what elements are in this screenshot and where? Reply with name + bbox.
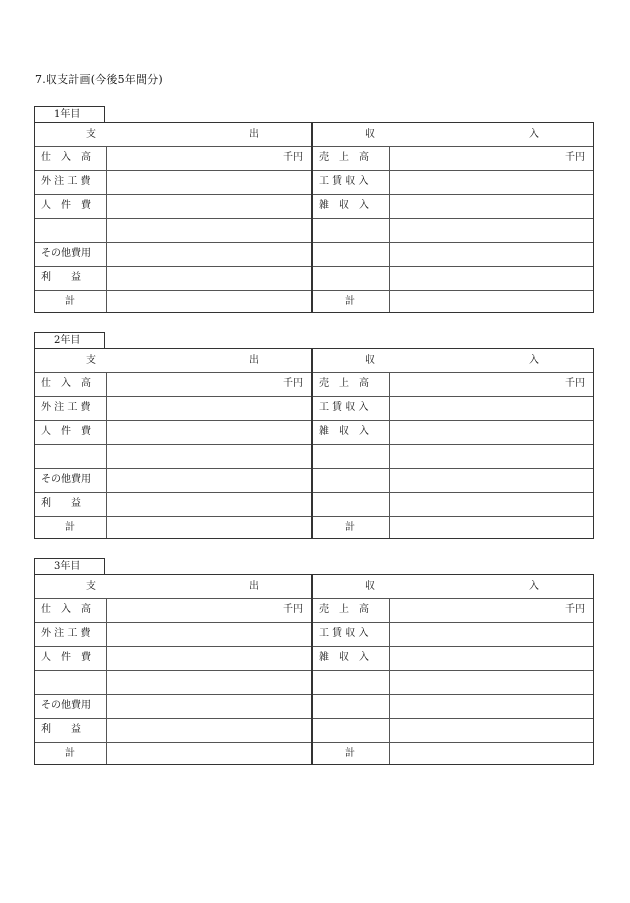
center-divider (311, 123, 313, 312)
expense-value-cell[interactable] (107, 695, 310, 717)
expense-row-label: 計 (65, 748, 75, 759)
income-value-cell[interactable] (390, 291, 592, 313)
expense-row-label: 外 注 工 費 (41, 176, 91, 187)
income-value-cell[interactable] (390, 743, 592, 765)
income-row-label: 雑 収 入 (319, 652, 369, 663)
expense-header-right: 出 (249, 581, 259, 592)
income-value-cell[interactable] (390, 397, 592, 419)
income-value-cell[interactable] (390, 647, 592, 669)
balance-grid (34, 348, 594, 539)
income-row-label: 雑 収 入 (319, 200, 369, 211)
income-units: 千円 (565, 152, 585, 163)
income-header-left: 収 (365, 581, 375, 592)
income-value-cell[interactable] (390, 493, 592, 515)
expense-value-cell[interactable] (107, 397, 310, 419)
income-value-cell[interactable] (390, 599, 592, 621)
expense-row-label: 利 益 (41, 498, 81, 509)
income-value-cell[interactable] (390, 147, 592, 169)
income-value-cell[interactable] (390, 373, 592, 395)
expense-header-left: 支 (86, 355, 96, 366)
income-row-label: 雑 収 入 (319, 426, 369, 437)
expense-value-cell[interactable] (107, 719, 310, 741)
income-header-left: 収 (365, 129, 375, 140)
expense-row-label: 外 注 工 費 (41, 402, 91, 413)
expense-row-label: 計 (65, 522, 75, 533)
income-row-label: 計 (345, 522, 355, 533)
income-units: 千円 (565, 378, 585, 389)
income-value-cell[interactable] (390, 243, 592, 265)
income-row-label: 売 上 高 (319, 604, 369, 615)
income-value-cell[interactable] (390, 671, 592, 693)
year-tab: 3年目 (34, 558, 105, 574)
expense-value-cell[interactable] (107, 291, 310, 313)
expense-units: 千円 (283, 152, 303, 163)
plan-table-year-3 (34, 558, 594, 766)
year-tab: 1年目 (34, 106, 105, 122)
expense-row-label: 外 注 工 費 (41, 628, 91, 639)
center-divider (311, 349, 313, 538)
income-value-cell[interactable] (390, 195, 592, 217)
income-value-cell[interactable] (390, 219, 592, 241)
expense-row-label: 利 益 (41, 272, 81, 283)
income-value-cell[interactable] (390, 469, 592, 491)
expense-row-label: その他費用 (41, 474, 91, 485)
expense-value-cell[interactable] (107, 219, 310, 241)
expense-header-left: 支 (86, 129, 96, 140)
expense-value-cell[interactable] (107, 267, 310, 289)
expense-row-label: その他費用 (41, 700, 91, 711)
income-value-cell[interactable] (390, 695, 592, 717)
expense-value-cell[interactable] (107, 671, 310, 693)
plan-table-year-1 (34, 106, 594, 314)
expense-row-label: 人 件 費 (41, 652, 91, 663)
expense-value-cell[interactable] (107, 493, 310, 515)
expense-value-cell[interactable] (107, 243, 310, 265)
expense-row-label: 仕 入 高 (41, 152, 91, 163)
expense-value-cell[interactable] (107, 743, 310, 765)
income-units: 千円 (565, 604, 585, 615)
expense-value-cell[interactable] (107, 147, 310, 169)
income-value-cell[interactable] (390, 445, 592, 467)
income-row-label: 売 上 高 (319, 378, 369, 389)
income-value-cell[interactable] (390, 421, 592, 443)
income-row-label: 計 (345, 296, 355, 307)
income-header-right: 入 (529, 129, 539, 140)
expense-row-label: その他費用 (41, 248, 91, 259)
income-row-label: 工 賃 収 入 (319, 628, 369, 639)
year-tab: 2年目 (34, 332, 105, 348)
income-value-cell[interactable] (390, 517, 592, 539)
expense-row-label: 仕 入 高 (41, 604, 91, 615)
income-value-cell[interactable] (390, 719, 592, 741)
income-value-cell[interactable] (390, 171, 592, 193)
expense-value-cell[interactable] (107, 171, 310, 193)
income-header-right: 入 (529, 581, 539, 592)
income-row-label: 工 賃 収 入 (319, 402, 369, 413)
income-value-cell[interactable] (390, 623, 592, 645)
expense-value-cell[interactable] (107, 421, 310, 443)
expense-header-left: 支 (86, 581, 96, 592)
page-title: 7.収支計画(今後5年間分) (35, 73, 163, 86)
balance-grid (34, 122, 594, 313)
expense-header-right: 出 (249, 355, 259, 366)
expense-value-cell[interactable] (107, 445, 310, 467)
expense-value-cell[interactable] (107, 195, 310, 217)
expense-row-label: 人 件 費 (41, 200, 91, 211)
center-divider (311, 575, 313, 764)
income-value-cell[interactable] (390, 267, 592, 289)
expense-row-label: 利 益 (41, 724, 81, 735)
expense-value-cell[interactable] (107, 373, 310, 395)
expense-value-cell[interactable] (107, 469, 310, 491)
expense-row-label: 仕 入 高 (41, 378, 91, 389)
expense-value-cell[interactable] (107, 647, 310, 669)
income-row-label: 計 (345, 748, 355, 759)
income-header-right: 入 (529, 355, 539, 366)
expense-value-cell[interactable] (107, 599, 310, 621)
income-row-label: 工 賃 収 入 (319, 176, 369, 187)
expense-header-right: 出 (249, 129, 259, 140)
income-header-left: 収 (365, 355, 375, 366)
expense-row-label: 人 件 費 (41, 426, 91, 437)
expense-row-label: 計 (65, 296, 75, 307)
expense-value-cell[interactable] (107, 517, 310, 539)
expense-units: 千円 (283, 604, 303, 615)
plan-table-year-2 (34, 332, 594, 540)
income-row-label: 売 上 高 (319, 152, 369, 163)
expense-units: 千円 (283, 378, 303, 389)
expense-value-cell[interactable] (107, 623, 310, 645)
balance-grid (34, 574, 594, 765)
